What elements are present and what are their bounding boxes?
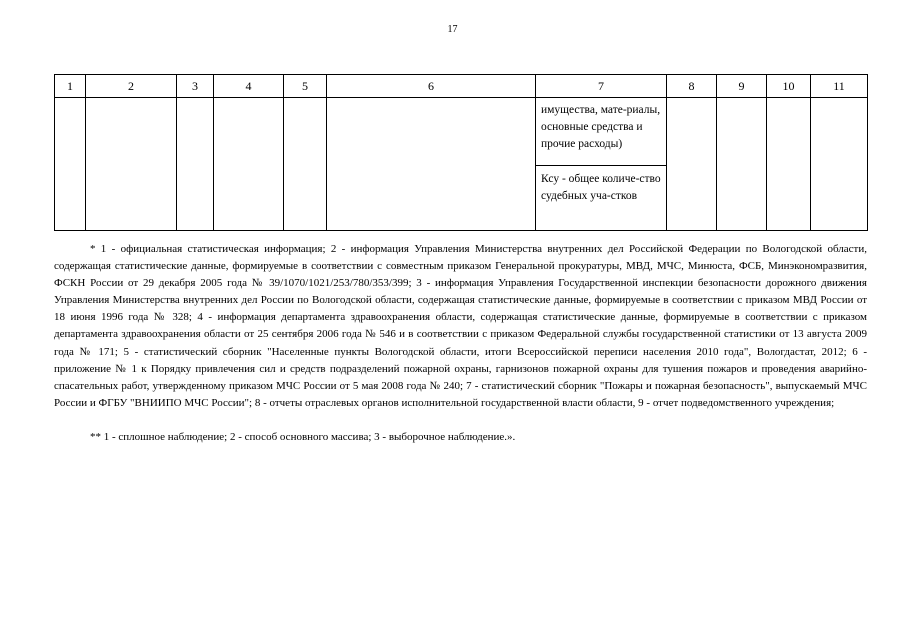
table-cell-col7	[536, 98, 667, 231]
column-header: 2	[86, 75, 177, 98]
col7-text-part2: Ксу - общее количе-ство судебных уча-стков	[541, 173, 661, 202]
column-header: 8	[667, 75, 717, 98]
table-cell	[327, 98, 536, 231]
column-header: 1	[55, 75, 86, 98]
table-cell	[811, 98, 868, 231]
table-cell	[767, 98, 811, 231]
column-header: 7	[536, 75, 667, 98]
table-cell	[86, 98, 177, 231]
column-header: 11	[811, 75, 868, 98]
table-cell	[284, 98, 327, 231]
footnotes	[54, 241, 867, 446]
table-cell	[214, 98, 284, 231]
col7-text-part1: имущества, мате-риалы, основные средства и прочие расходы)	[536, 98, 666, 166]
footnote-methods: ** 1 - сплошное наблюдение; 2 - способ основного массива; 3 - выборочное наблюдение.».	[90, 430, 516, 443]
table-cell	[717, 98, 767, 231]
column-header: 3	[177, 75, 214, 98]
table-cell	[177, 98, 214, 231]
column-header: 5	[284, 75, 327, 98]
column-header: 10	[767, 75, 811, 98]
data-table	[54, 74, 868, 231]
column-header: 9	[717, 75, 767, 98]
column-header: 6	[327, 75, 536, 98]
page-number: 17	[447, 24, 458, 35]
table-cell	[55, 98, 86, 231]
column-header: 4	[214, 75, 284, 98]
table-cell	[667, 98, 717, 231]
footnote-sources: * 1 - официальная статистическая информация; 2 - информация Управления Министерства внутренних дел Российской Федерации по Вологодской области, содержащая статистические данные, формируемые в соответствии с совместным приказом Генеральной прокуратуры, МВД, МЧС, Минюста, ФСБ, Минэкономразвития, ФСКН России от 29 декабря 2005 года № 39/1070/1021/253/780/353/399; 3 - информация Управления Государственной инспекции безопасности дорожного движения Управления Министерства внутренних дел России по Вологодской области, содержащая статистические данные, формируемые в соответствии с приказом МВД России от 18 июня 1996 года № 328; 4 - информация департамента здравоохранения области, содержащая статистические данные, формируемые в соответствии с приказом департамента здравоохранения области от 25 сентября 2006 года № 546 и в соответствии с приказом Федеральной службы государственной статистики от 13 августа 2009 года № 171; 5 - статистический сборник "Населенные пункты Вологодской области, итоги Всероссийской переписи населения 2010 года", Вологдастат, 2012; 6 - приложение № 1 к Порядку привлечения сил и средств подразделений пожарной охраны, гарнизонов пожарной охраны для тушения пожаров и проведения аварийно-спасательных работ, утвержденному приказом МЧС России от 5 мая 2008 года № 240; 7 - статистический сборник "Пожары и пожарная безопасность", выпускаемый МЧС России и ФГБУ "ВНИИПО МЧС России"; 8 - отчеты отраслевых органов исполнительной государственной власти области, 9 - отчет подведомственного учреждения;	[54, 243, 867, 409]
table-header-row	[55, 75, 868, 98]
table-row	[55, 98, 868, 231]
